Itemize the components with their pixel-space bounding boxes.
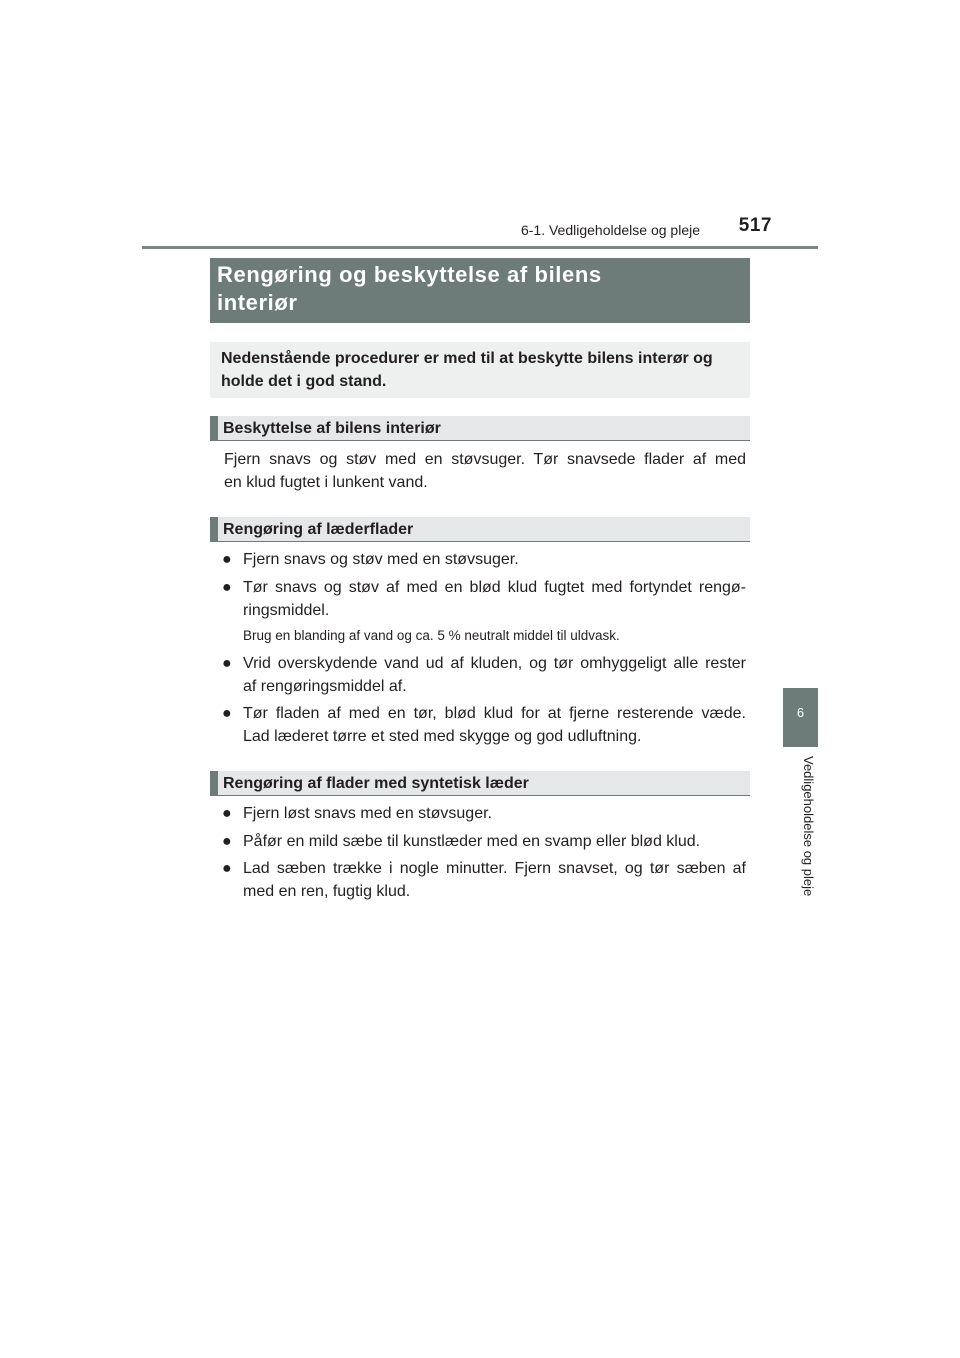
list-item [222, 548, 746, 571]
intro-box [210, 342, 750, 398]
bullet-icon: ● [222, 551, 232, 568]
list-item-text-cont: med en ren, fugtig klud. [243, 883, 411, 900]
section-paragraph [224, 448, 746, 494]
page-title-line2: interiør [217, 290, 298, 315]
list-item [222, 802, 746, 825]
chapter-label: Vedligeholdelse og pleje [801, 756, 816, 897]
bullet-icon: ● [222, 860, 232, 877]
list-item-text: Påfør en mild sæbe til kunstlæder med en svamp eller blød klud. [243, 833, 701, 850]
bullet-icon: ● [222, 833, 232, 850]
section-title: 6-1. Vedligeholdelse og pleje [520, 222, 700, 238]
list-item [222, 652, 746, 698]
list-item [222, 830, 746, 853]
bullet-icon: ● [222, 655, 232, 672]
page-header [142, 212, 818, 249]
paragraph-line2: en klud fugtet i lunkent vand. [224, 474, 428, 491]
paragraph-line1: Fjern snavs og støv med en støvsuger. Tør snavsede flader af med [224, 451, 746, 468]
list-item [222, 857, 746, 903]
chapter-tab [783, 688, 818, 747]
list-item-text-cont: af rengøringsmiddel af. [243, 678, 407, 695]
list-item-text: Vrid overskydende vand ud af kluden, og tør omhyggeligt alle rester [243, 655, 746, 672]
list-item-text-cont: Lad læderet tørre et sted med skygge og god udluftning. [243, 728, 642, 745]
intro-line2: holde det i god stand. [221, 373, 387, 390]
bullet-icon: ● [222, 579, 232, 596]
section-heading-leather: Rengøring af læderflader [210, 517, 750, 542]
list-item-text: Tør fladen af med en tør, blød klud for at fjerne resterende væde. [243, 705, 746, 722]
list-item-text: Fjern snavs og støv med en støvsuger. [243, 551, 519, 568]
list-item-text: Tør snavs og støv af med en blød klud fugtet med fortyndet rengø- [243, 579, 746, 596]
note-text: Brug en blanding af vand og ca. 5 % neutralt middel til uldvask. [243, 628, 620, 643]
page-number: 517 [738, 215, 772, 236]
page-title-line1: Rengøring og beskyttelse af bilens [217, 262, 602, 287]
page-title [210, 258, 750, 323]
list-item [222, 576, 746, 622]
bullet-icon: ● [222, 805, 232, 822]
section-heading-synthetic-leather: Rengøring af flader med syntetisk læder [210, 771, 750, 796]
list-item-text: Lad sæben trække i nogle minutter. Fjern snavset, og tør sæben af [243, 860, 746, 877]
list-item-text: Fjern løst snavs med en støvsuger. [243, 805, 492, 822]
intro-line1: Nedenstående procedurer er med til at beskytte bilens interør og [221, 350, 713, 367]
bullet-icon: ● [222, 705, 232, 722]
section-heading-interior-protection: Beskyttelse af bilens interiør [210, 416, 750, 441]
chapter-number: 6 [796, 705, 805, 720]
list-item-text-cont: ringsmiddel. [243, 602, 330, 619]
list-item [222, 702, 746, 748]
